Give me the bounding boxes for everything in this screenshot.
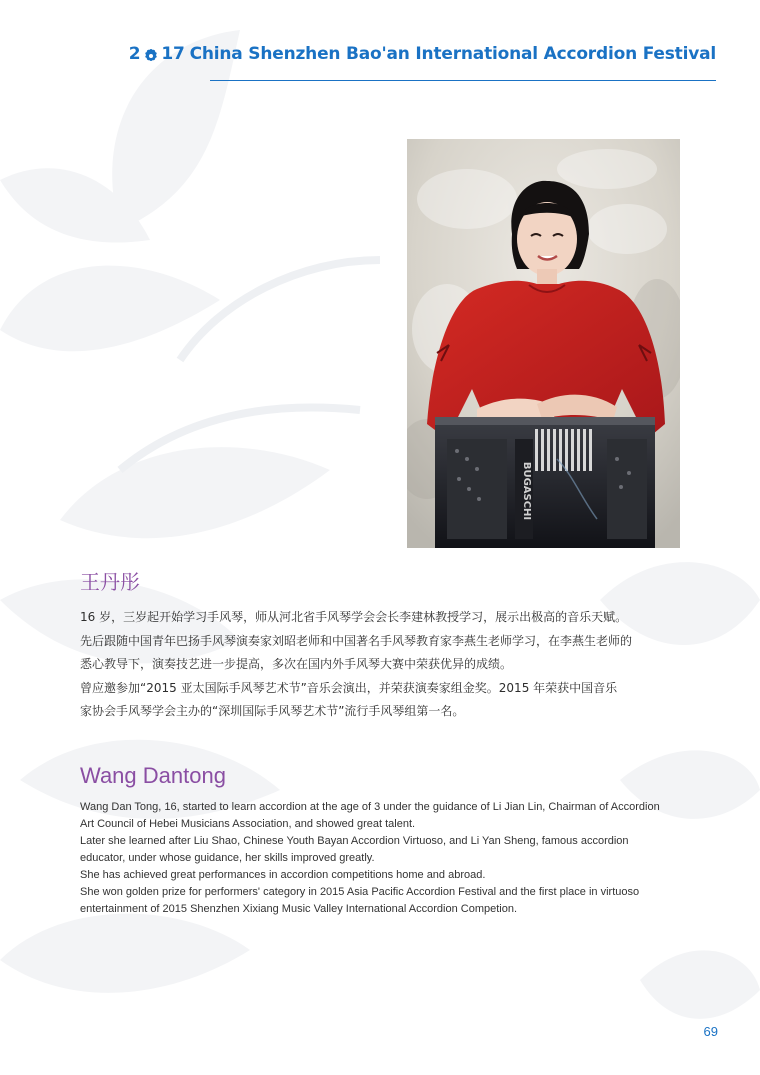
festival-logo-icon bbox=[141, 45, 161, 63]
portrait-illustration bbox=[407, 139, 680, 548]
header-year-suffix: 17 bbox=[161, 44, 185, 64]
english-name-heading: Wang Dantong bbox=[80, 763, 226, 788]
chinese-name-heading: 王丹彤 bbox=[80, 570, 140, 594]
chinese-bio-line: 曾应邀参加“2015 亚太国际手风琴艺术节”音乐会演出，并荣获演奏家组金奖。2015 年荣获中国音乐 bbox=[80, 680, 618, 695]
chinese-bio-line: 家协会手风琴学会主办的“深圳国际手风琴艺术节”流行手风琴组第一名。 bbox=[80, 704, 465, 718]
chinese-bio-line: 先后跟随中国青年巴扬手风琴演奏家刘昭老师和中国著名手风琴教育家李燕生老师学习，在李燕生老师的 bbox=[80, 633, 633, 648]
page-number: 69 bbox=[703, 1024, 718, 1039]
accordion-brand-text: BUGASCHI bbox=[521, 461, 532, 521]
chinese-bio-line: 悉心教导下，演奏技艺进一步提高，多次在国内外手风琴大赛中荣获优异的成绩。 bbox=[80, 657, 513, 671]
festival-header bbox=[129, 44, 716, 64]
chinese-bio-line: 16 岁，三岁起开始学习手风琴，师从河北省手风琴学会会长李建林教授学习，展示出极高的音乐天赋。 bbox=[80, 610, 628, 624]
english-bio-line: Later she learned after Liu Shao, Chinese Youth Bayan Accordion Virtuoso, and Li Yan Sheng, famous accordion bbox=[80, 835, 629, 847]
header-divider bbox=[210, 80, 716, 81]
header-title: China Shenzhen Bao'an International Accordion Festival bbox=[189, 44, 716, 64]
english-bio-line: entertainment of 2015 Shenzhen Xixiang Music Valley International Accordion Competion. bbox=[80, 903, 518, 915]
english-bio-line: She has achieved great performances in accordion competitions home and abroad. bbox=[80, 869, 486, 881]
chinese-biography bbox=[80, 606, 680, 724]
header-year-prefix: 2 bbox=[128, 44, 141, 64]
english-bio-line: She won golden prize for performers' category in 2015 Asia Pacific Accordion Festival and the first place in virtuoso bbox=[80, 886, 640, 898]
english-bio-line: educator, under whose guidance, her skills improved greatly. bbox=[80, 852, 375, 864]
portrait-photo bbox=[407, 139, 680, 548]
english-bio-line: Wang Dan Tong, 16, started to learn accordion at the age of 3 under the guidance of Li Jian Lin, Chairman of Accordion bbox=[80, 801, 660, 813]
english-bio-line: Art Council of Hebei Musicians Association, and showed great talent. bbox=[80, 818, 416, 830]
english-biography bbox=[80, 799, 680, 918]
